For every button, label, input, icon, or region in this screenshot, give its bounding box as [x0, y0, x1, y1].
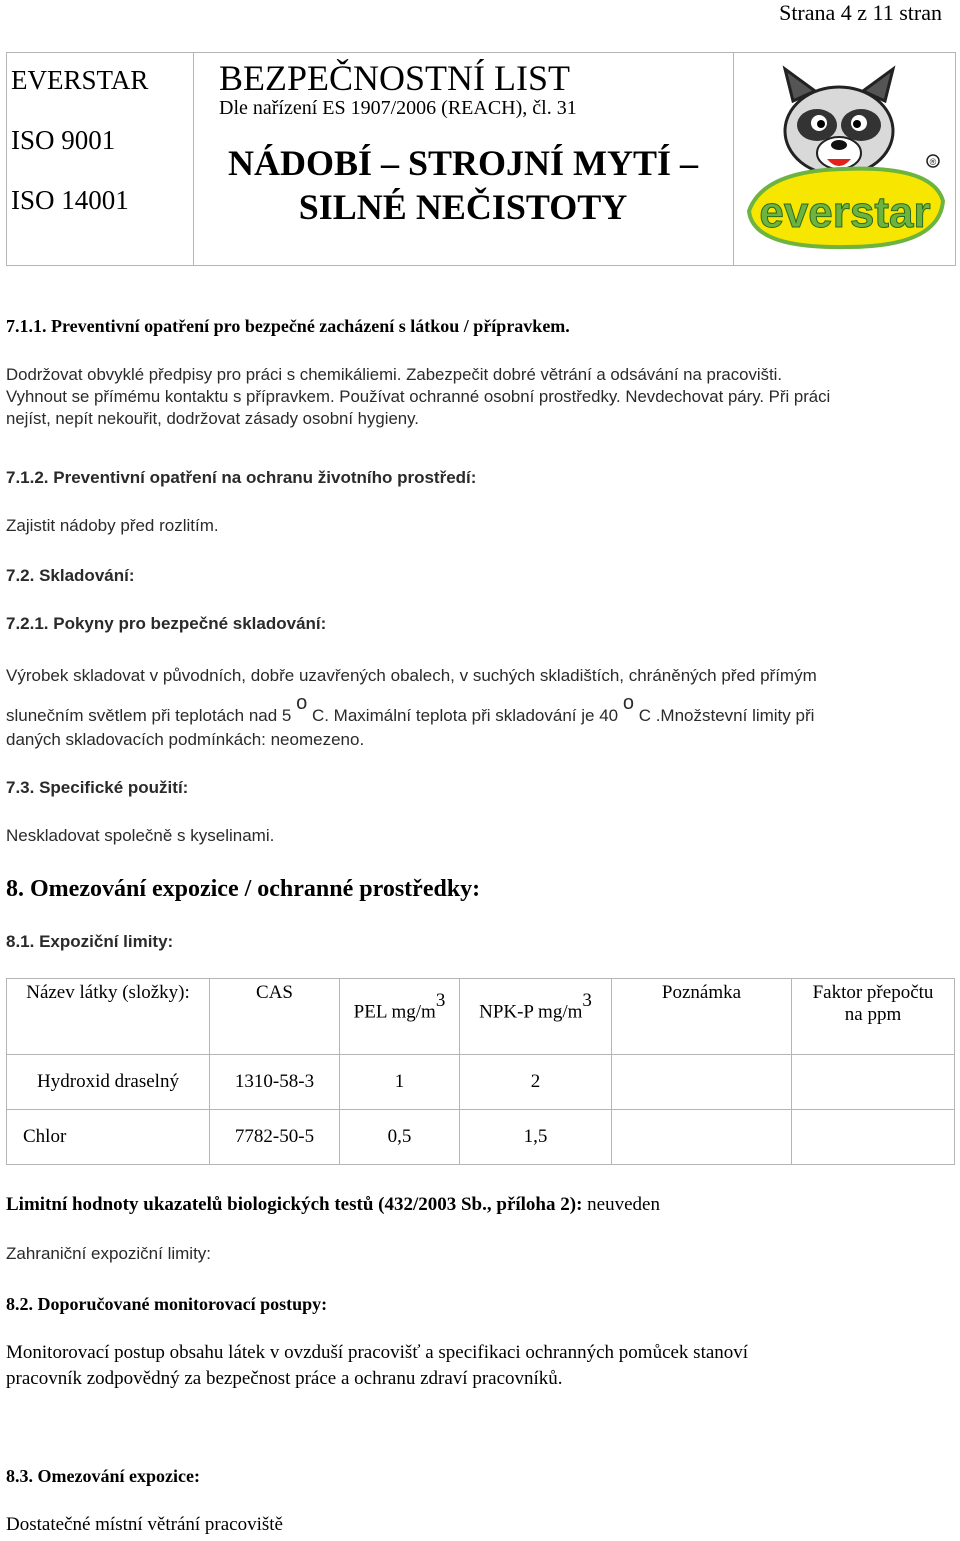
- product-name-line1: NÁDOBÍ – STROJNÍ MYTÍ –: [227, 143, 699, 183]
- header-pel: PEL $mg/m^3$: [340, 979, 460, 1055]
- cell-name: Chlor: [7, 1110, 210, 1165]
- table-row: [7, 1055, 955, 1110]
- section-8-2-text: [6, 1340, 748, 1392]
- cell-factor: [792, 1110, 955, 1165]
- text-line: Monitorovací postup obsahu látek v ovzduší pracovišť a specifikaci ochranných pomůcek stanoví: [6, 1342, 749, 1363]
- section-7-3-heading: 7.3. Specifické použití:: [6, 778, 189, 797]
- section-8-3-heading: 8.3. Omezování expozice:: [6, 1466, 200, 1486]
- title-block: [193, 53, 733, 265]
- section-8-3-text: Dostatečné místní větrání pracoviště: [6, 1514, 283, 1535]
- everstar-logo: [743, 61, 949, 257]
- section-7-1-2-text: Zajistit nádoby před rozlitím.: [6, 516, 219, 535]
- text-line: Dodržovat obvyklé předpisy pro práci s chemikáliemi. Zabezpečit dobré větrání a odsávání na pracovišti.: [6, 365, 783, 384]
- company-block: [7, 53, 193, 265]
- header-note: Poznámka: [612, 979, 792, 1055]
- cell-factor: [792, 1055, 955, 1110]
- logo-wordmark: everstar: [759, 188, 931, 237]
- product-name: [193, 141, 733, 229]
- section-7-2-1-line2: slunečním světlem při teplotách nad 5 $^o$ C. Maximální teplota při skladování je 40 $^o$ C .Množstevní limity při: [6, 692, 815, 725]
- text-line: pracovník zodpovědný za bezpečnost práce a ochranu zdraví pracovníků.: [6, 1368, 563, 1389]
- cell-cas: 7782-50-5: [210, 1110, 340, 1165]
- table-header-row: [7, 979, 955, 1055]
- text-line: Vyhnout se přímému kontaktu s přípravkem. Používat ochranné osobní prostředky. Nevdechovat páry. Při práci: [6, 387, 831, 406]
- document-title: BEZPEČNOSTNÍ LIST: [219, 58, 570, 98]
- exposure-limits-table: [6, 978, 955, 1165]
- regulation-reference: Dle nařízení ES 1907/2006 (REACH), čl. 31: [219, 97, 577, 119]
- cell-npk: 2: [460, 1055, 612, 1110]
- biological-limits-label: Limitní hodnoty ukazatelů biologických testů (432/2003 Sb., příloha 2):: [6, 1194, 583, 1215]
- header-factor: Faktor přepočtu na ppm: [792, 979, 955, 1055]
- section-8-heading: 8. Omezování expozice / ochranné prostředky:: [6, 876, 481, 902]
- section-7-2-1-line1: Výrobek skladovat v původních, dobře uzavřených obalech, v suchých skladištích, chráněných před přímým: [6, 666, 817, 685]
- page-number: Strana 4 z 11 stran: [779, 0, 942, 25]
- header-cas: CAS: [210, 979, 340, 1055]
- header-name: Název látky (složky):: [7, 979, 210, 1055]
- biological-limits: [6, 1194, 660, 1216]
- table-row: [7, 1110, 955, 1165]
- section-7-2-1-line3: daných skladovacích podmínkách: neomezeno.: [6, 730, 365, 749]
- cell-note: [612, 1110, 792, 1165]
- section-7-1-1-text: [6, 364, 830, 430]
- text-line: nejíst, nepít nekouřit, dodržovat zásady osobní hygieny.: [6, 409, 419, 428]
- section-8-1-heading: 8.1. Expoziční limity:: [6, 932, 174, 951]
- section-8-2-heading: 8.2. Doporučované monitorovací postupy:: [6, 1294, 328, 1314]
- degree-mark: o: [296, 692, 308, 714]
- header-npk: NPK-P $mg/m^3$: [460, 979, 612, 1055]
- section-7-2-1-heading: 7.2.1. Pokyny pro bezpečné skladování:: [6, 614, 327, 633]
- cell-cas: 1310-58-3: [210, 1055, 340, 1110]
- biological-limits-value: neuveden: [582, 1194, 660, 1215]
- cell-name: Hydroxid draselný: [7, 1055, 210, 1110]
- section-7-1-1-heading: 7.1.1. Preventivní opatření pro bezpečné zacházení s látkou / přípravkem.: [6, 316, 570, 336]
- cell-note: [612, 1055, 792, 1110]
- product-name-line2: SILNÉ NEČISTOTY: [298, 187, 628, 227]
- cell-pel: 1: [340, 1055, 460, 1110]
- document-header: [6, 52, 956, 266]
- section-7-2-heading: 7.2. Skladování:: [6, 566, 135, 585]
- section-7-3-text: Neskladovat společně s kyselinami.: [6, 826, 275, 845]
- iso-9001: ISO 9001: [11, 125, 116, 155]
- section-7-1-2-heading: 7.1.2. Preventivní opatření na ochranu životního prostředí:: [6, 468, 477, 487]
- company-name: EVERSTAR: [11, 65, 149, 95]
- degree-mark: o: [622, 692, 634, 714]
- registered-mark: ®: [929, 157, 937, 167]
- cell-pel: 0,5: [340, 1110, 460, 1165]
- cell-npk: 1,5: [460, 1110, 612, 1165]
- foreign-limits: Zahraniční expoziční limity:: [6, 1244, 212, 1263]
- iso-14001: ISO 14001: [11, 185, 129, 215]
